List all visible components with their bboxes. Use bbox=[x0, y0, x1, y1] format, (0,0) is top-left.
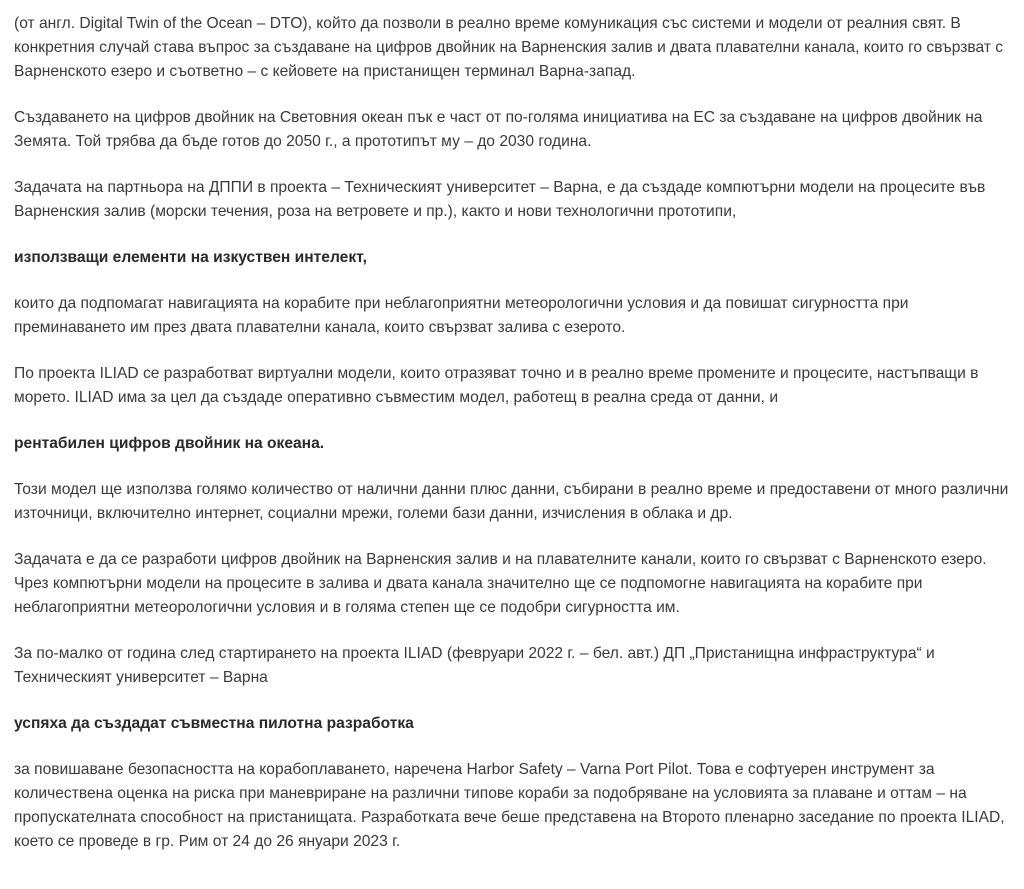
paragraph-task-varna-bay: Задачата е да се разработи цифров двойник на Варненския залив и на плавателните канали, които го свързват с Варненското езеро. Чрез компютърни модели на процесите в залива и двата канала значително ще се подпомогне навигацията на корабите при неблагоприятни метеорологични условия и в голяма степен ще се подобри сигурността им. bbox=[14, 551, 987, 616]
paragraph-iliad-models: По проекта ILIAD се разработват виртуални модели, които отразяват точно и в реално време промените и процесите, настъпващи в морето. ILIAD има за цел да създаде оперативно съвместим модел, работещ в реална среда от данни, и bbox=[14, 365, 979, 406]
paragraph-navigation-support: които да подпомагат навигацията на корабите при неблагоприятни метеорологични условия и да повишат сигурността при преминаването им през двата плавателни канала, които свързват залива с езерото. bbox=[14, 295, 909, 336]
paragraph-earth-twin: Създаването на цифров двойник на Световния океан пък е част от по-голяма инициатива на ЕС за създаване на цифров двойник на Земята. Той трябва да бъде готов до 2050 г., а прототипът му – до 2030 година. bbox=[14, 109, 983, 150]
paragraph-data-sources: Този модел ще използва голямо количество от налични данни плюс данни, събирани в реално време и предоставени от много различни източници, включително интернет, социални мрежи, големи бази данни, изчисления в облака и др. bbox=[14, 481, 1009, 522]
highlight-pilot-development: успяха да създадат съвместна пилотна разработка bbox=[14, 715, 414, 732]
paragraph-partner-task: Задачата на партньора на ДППИ в проекта – Техническият университет – Варна, е да създаде компютърни модели на процесите във Варненския залив (морски течения, роза на ветровете и пр.), както и нови технологични прототипи, bbox=[14, 179, 986, 220]
paragraph-project-start: За по-малко от година след стартирането на проекта ILIAD (февруари 2022 г. – бел. авт.) ДП „Пристанищна инфраструктура“ и Техническият университет – Варна bbox=[14, 645, 935, 686]
highlight-ocean-twin: рентабилен цифров двойник на океана. bbox=[14, 435, 325, 452]
paragraph-dto-intro: (от англ. Digital Twin of the Ocean – DTO), който да позволи в реално време комуникация със системи и модели от реалния свят. В конкретния случай става въпрос за създаване на цифров двойник на Варненския залив и двата плавателни канала, които го свързват с Варненското езеро и съответно – с кейовете на пристанищен терминал Варна-запад. bbox=[14, 15, 1004, 80]
paragraph-harbor-safety: за повишаване безопасността на корабоплаването, наречена Harbor Safety – Varna Port Pilot. Това е софтуерен инструмент за количествена оценка на риска при маневриране на различни типове кораби за подобряване на условията за плаване и оттам – на пропускателната способност на пристанищата. Разработката вече беше представена на Второто пленарно заседание по проекта ILIAD, което се проведе в гр. Рим от 24 до 26 януари 2023 г. bbox=[14, 761, 1005, 850]
highlight-ai-elements: използващи елементи на изкуствен интелект, bbox=[14, 249, 367, 266]
